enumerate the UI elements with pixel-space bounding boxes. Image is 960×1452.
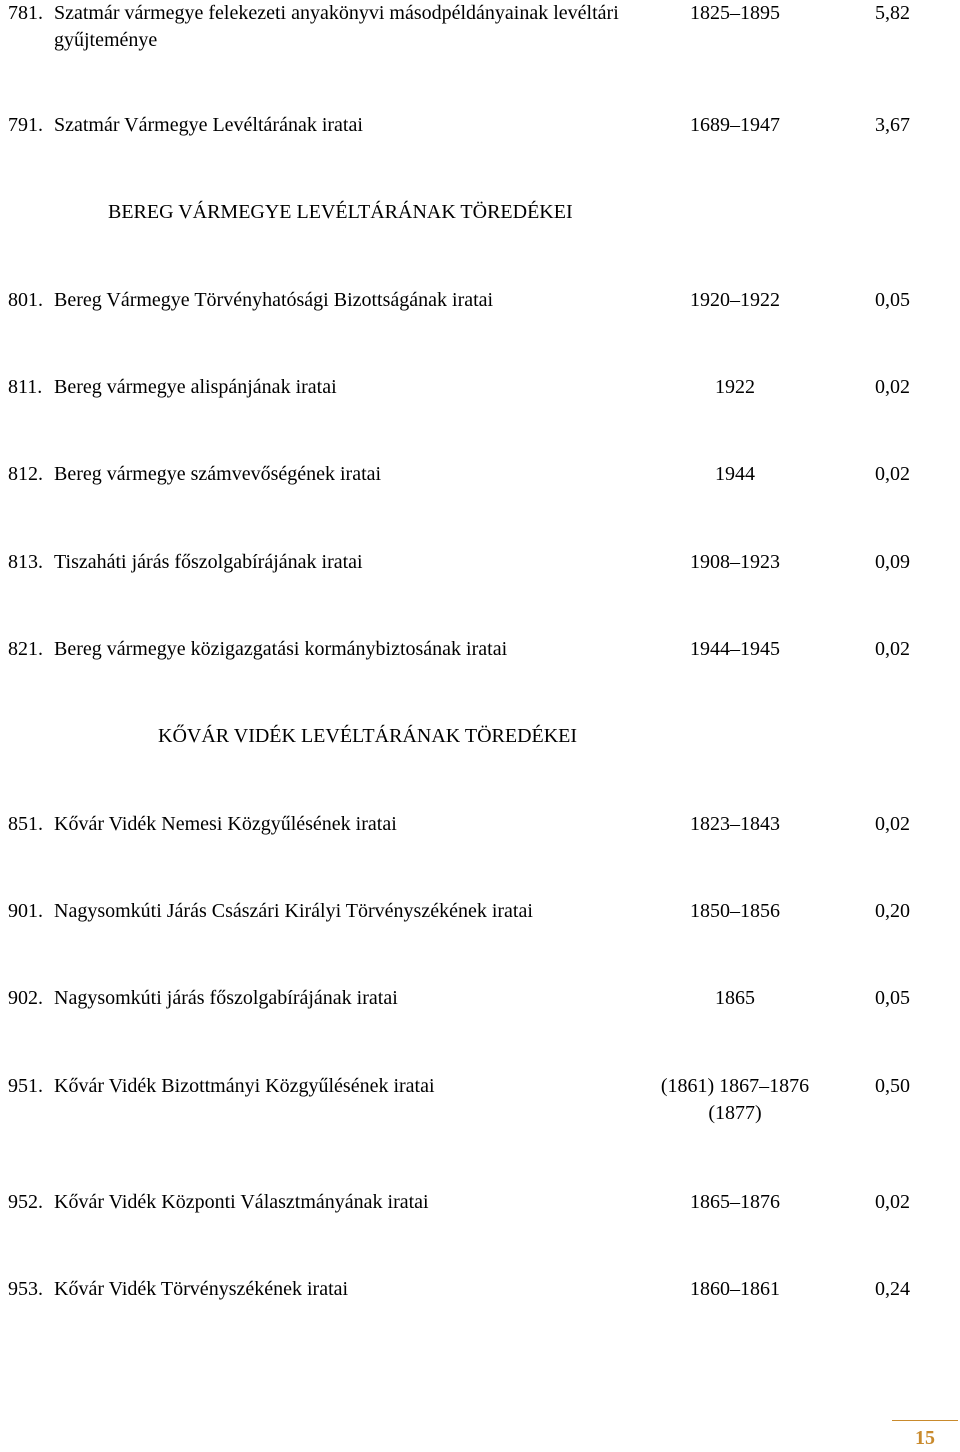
section-heading-text: BEREG VÁRMEGYE LEVÉLTÁRÁNAK TÖREDÉKEI (108, 201, 573, 223)
section-heading-text: KŐVÁR VIDÉK LEVÉLTÁRÁNAK TÖREDÉKEI (158, 725, 578, 747)
entry-volume: 0,24 (875, 1278, 910, 1300)
entry-number: 952. (8, 1191, 43, 1213)
entry-title: Szatmár vármegye felekezeti anyakönyvi másodpéldányainak levéltári gyűjteménye (54, 2, 619, 51)
entry-volume: 0,02 (875, 463, 910, 485)
entry-volume: 0,05 (875, 987, 910, 1009)
entry-title: Nagysomkúti Járás Császári Királyi Törvényszékének iratai (54, 900, 533, 922)
entry-years: 1689–1947 (690, 114, 780, 136)
entry-volume: 0,20 (875, 900, 910, 922)
entry-years: (1861) 1867–1876 (1877) (660, 1075, 810, 1124)
entry-number: 811. (8, 376, 43, 398)
entry-title: Kővár Vidék Központi Választmányának iratai (54, 1191, 429, 1213)
entry-volume: 0,02 (875, 1191, 910, 1213)
entry-years: 1944–1945 (690, 638, 780, 660)
entry-volume: 0,02 (875, 638, 910, 660)
entry-volume: 3,67 (875, 114, 910, 136)
entry-years: 1865 (715, 987, 755, 1009)
entry-title: Szatmár Vármegye Levéltárának iratai (54, 114, 363, 136)
entry-years: 1850–1856 (690, 900, 780, 922)
entry-years: 1823–1843 (690, 813, 780, 835)
entry-number: 821. (8, 638, 43, 660)
entry-title: Bereg vármegye közigazgatási kormánybiztosának iratai (54, 638, 508, 660)
entry-volume: 0,05 (875, 289, 910, 311)
entry-number: 851. (8, 813, 43, 835)
entry-number: 812. (8, 463, 43, 485)
entry-number: 801. (8, 289, 43, 311)
entry-title: Nagysomkúti járás főszolgabírájának iratai (54, 987, 398, 1009)
entry-title: Bereg vármegye számvevőségének iratai (54, 463, 382, 485)
entry-number: 781. (8, 2, 43, 24)
entry-number: 791. (8, 114, 43, 136)
entry-title: Kővár Vidék Bizottmányi Közgyűlésének iratai (54, 1075, 435, 1097)
entry-years: 1860–1861 (690, 1278, 780, 1300)
entry-volume: 0,02 (875, 813, 910, 835)
entry-number: 951. (8, 1075, 43, 1097)
page-number: 15 (915, 1427, 935, 1449)
entry-volume: 0,09 (875, 551, 910, 573)
entry-years: 1908–1923 (690, 551, 780, 573)
entry-number: 901. (8, 900, 43, 922)
entry-title: Tiszaháti járás főszolgabírájának iratai (54, 551, 363, 573)
entry-volume: 5,82 (875, 2, 910, 24)
entry-volume: 0,02 (875, 376, 910, 398)
entry-years: 1825–1895 (690, 2, 780, 24)
entry-title: Bereg Vármegye Törvényhatósági Bizottságának iratai (54, 289, 494, 311)
entry-number: 953. (8, 1278, 43, 1300)
entry-title: Bereg vármegye alispánjának iratai (54, 376, 337, 398)
entry-title: Kővár Vidék Törvényszékének iratai (54, 1278, 349, 1300)
entry-years: 1944 (715, 463, 755, 485)
entry-years: 1920–1922 (690, 289, 780, 311)
entry-years: 1922 (715, 376, 755, 398)
entry-number: 813. (8, 551, 43, 573)
entry-title: Kővár Vidék Nemesi Közgyűlésének iratai (54, 813, 397, 835)
entry-years: 1865–1876 (690, 1191, 780, 1213)
entry-number: 902. (8, 987, 43, 1009)
entry-volume: 0,50 (875, 1075, 910, 1097)
page-number-rule (892, 1420, 958, 1421)
